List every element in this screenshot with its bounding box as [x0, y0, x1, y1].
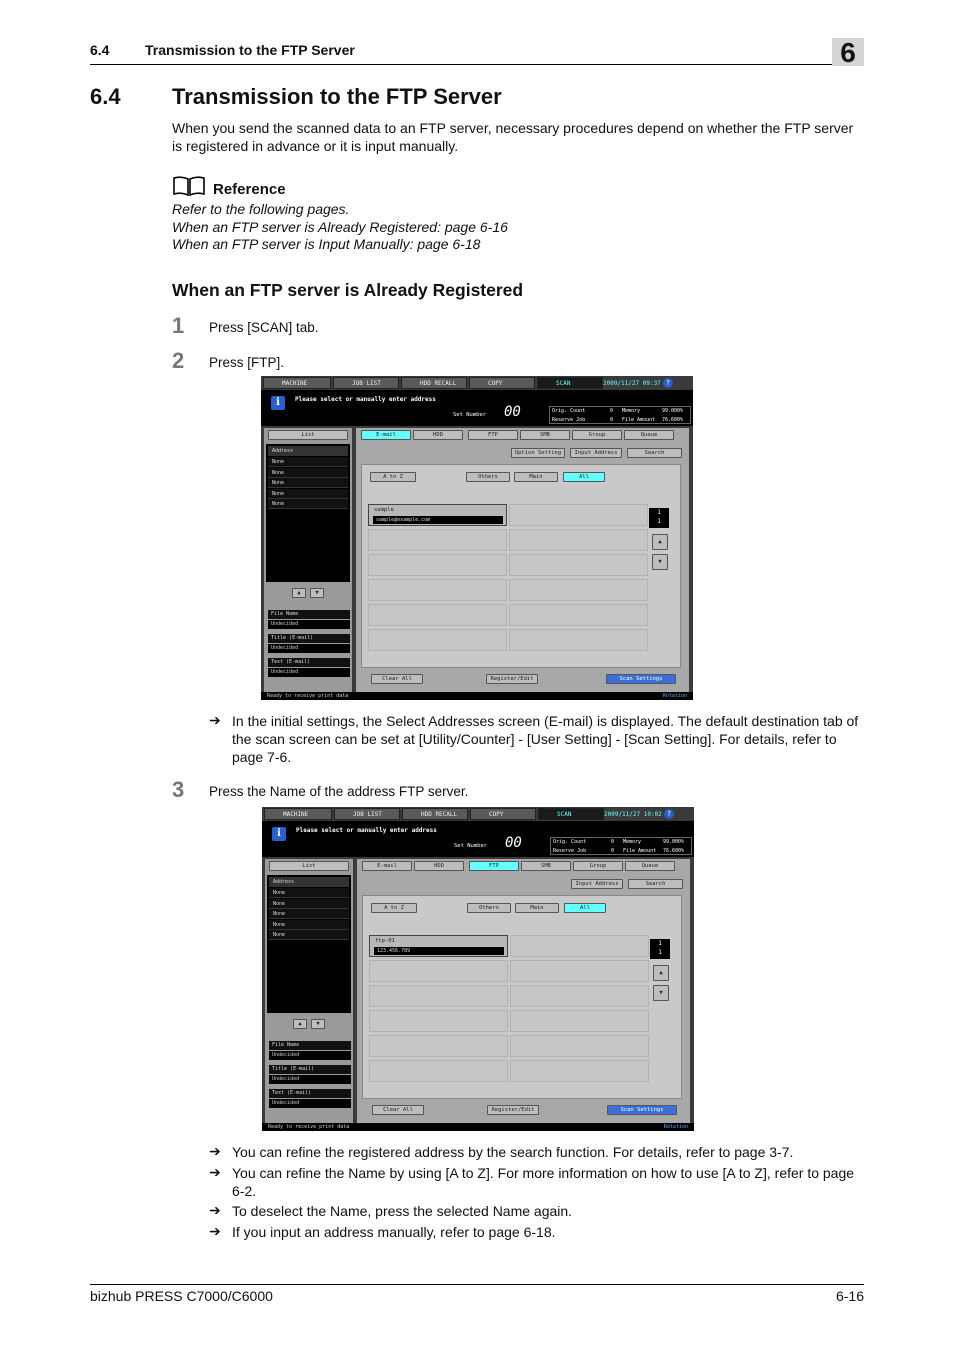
message-text: Please select or manually enter address	[296, 827, 437, 834]
dest-tab-2[interactable]: FTP	[469, 861, 519, 871]
reserve-job-value: 0	[610, 417, 614, 423]
scroll-up-button[interactable]: ▲	[292, 588, 306, 598]
list-button[interactable]: List	[268, 430, 348, 440]
orig-count-label: Orig. Count	[553, 839, 587, 845]
option-setting-button[interactable]: Option Setting	[511, 448, 565, 458]
file-amount-value: 76.600%	[663, 848, 685, 854]
bullet-text: If you input an address manually, refer to page 6-18.	[232, 1224, 556, 1240]
message-bar	[262, 821, 694, 857]
tab-0[interactable]: MACHINE	[263, 377, 331, 389]
rotation-indicator: Rotation	[663, 1124, 688, 1130]
list-item[interactable]: None	[268, 457, 348, 467]
input-address-button[interactable]: Input Address	[571, 879, 623, 889]
orig-count-label: Orig. Count	[552, 408, 586, 414]
address-cell[interactable]	[509, 529, 648, 551]
memory-value: 99.000%	[663, 839, 685, 845]
address-cell[interactable]	[510, 1060, 649, 1082]
list-item[interactable]: None	[269, 888, 349, 898]
heading-number: 6.4	[90, 84, 121, 109]
tab-4[interactable]: SCAN	[537, 377, 603, 389]
page-up-button[interactable]: ▲	[652, 534, 668, 550]
set-number-value: 00	[504, 404, 521, 420]
destination-panel	[357, 859, 690, 1123]
set-number-label: Set Number	[454, 843, 488, 849]
dest-tab-5[interactable]: Queue	[624, 430, 674, 440]
dest-tab-2[interactable]: FTP	[468, 430, 518, 440]
message-bar	[261, 390, 693, 426]
address-entry[interactable]: ftp-01 123.456.789	[369, 935, 508, 957]
step-text: Press [FTP].	[209, 355, 285, 370]
tab-1[interactable]: JOB LIST	[334, 808, 400, 820]
address-cell[interactable]	[368, 529, 507, 551]
address-cell[interactable]	[369, 1035, 508, 1057]
tab-1[interactable]: JOB LIST	[333, 377, 399, 389]
step-text: Press [SCAN] tab.	[209, 320, 319, 335]
dest-tab-4[interactable]: Group	[572, 430, 622, 440]
list-item[interactable]: None	[269, 930, 349, 940]
address-cell[interactable]	[509, 579, 648, 601]
page-down-button[interactable]: ▼	[653, 985, 669, 1001]
set-number-value: 00	[505, 835, 522, 851]
list-item[interactable]: None	[269, 899, 349, 909]
dest-tab-1[interactable]: HDD	[414, 861, 464, 871]
address-cell[interactable]	[509, 604, 648, 626]
list-item[interactable]: None	[268, 489, 348, 499]
address-list-panel	[264, 428, 352, 692]
text-email-label[interactable]: Text (E-mail)	[269, 1089, 351, 1098]
title-email-label[interactable]: Title (E-mail)	[269, 1065, 351, 1074]
step-number: 1	[172, 313, 185, 338]
memory-value: 99.000%	[662, 408, 684, 414]
address-cell[interactable]	[509, 504, 648, 526]
address-label: Address	[269, 877, 349, 887]
help-icon[interactable]: ?	[664, 809, 674, 819]
tab-2[interactable]: HDD RECALL	[402, 808, 468, 820]
clear-all-button[interactable]: Clear All	[372, 1105, 424, 1115]
register-edit-button[interactable]: Register/Edit	[486, 674, 538, 684]
step-text: Press the Name of the address FTP server.	[209, 784, 469, 799]
text-email-value: Undecided	[268, 668, 350, 677]
reference-title: Reference	[213, 181, 286, 198]
list-item[interactable]: None	[268, 478, 348, 488]
page-down-button[interactable]: ▼	[652, 554, 668, 570]
address-list-panel	[265, 859, 353, 1123]
list-item[interactable]: None	[269, 909, 349, 919]
file-name-value: Undecided	[269, 1051, 351, 1060]
register-edit-button[interactable]: Register/Edit	[487, 1105, 539, 1115]
reserve-job-label: Reserve Job	[553, 848, 587, 854]
page-up-button[interactable]: ▲	[653, 965, 669, 981]
scroll-down-button[interactable]: ▼	[311, 1019, 325, 1029]
note-paragraph: In the initial settings, the Select Addresses screen (E-mail) is displayed. The default destination tab of the scan screen can be set at [Utility/Counter] - [User Setting] - [Scan Setting]. For details, refer to page 7-6.	[232, 713, 859, 765]
help-icon[interactable]: ?	[663, 378, 673, 388]
filter-main[interactable]: Main	[514, 472, 558, 482]
address-cell[interactable]	[509, 629, 648, 651]
orig-count-value: 0	[610, 408, 614, 414]
heading-title: Transmission to the FTP Server	[172, 84, 502, 109]
dest-tab-3[interactable]: SMB	[521, 861, 571, 871]
file-name-label[interactable]: File Name	[268, 610, 350, 619]
clear-all-button[interactable]: Clear All	[371, 674, 423, 684]
title-email-value: Undecided	[269, 1075, 351, 1084]
memory-label: Memory	[622, 408, 641, 414]
file-amount-label: File Amount	[622, 417, 656, 423]
scan-settings-button[interactable]: Scan Settings	[607, 1105, 677, 1115]
input-address-button[interactable]: Input Address	[570, 448, 622, 458]
header-section-title: Transmission to the FTP Server	[145, 42, 355, 58]
set-number-label: Set Number	[453, 412, 487, 418]
list-item[interactable]: None	[268, 499, 348, 509]
step-number: 2	[172, 348, 185, 373]
scan-screen-email	[261, 376, 693, 700]
dest-tab-0[interactable]: E-mail	[361, 430, 411, 440]
reference-line: Refer to the following pages.	[172, 201, 350, 217]
search-button[interactable]: Search	[627, 448, 682, 458]
filter-all[interactable]: All	[564, 903, 606, 913]
address-cell[interactable]	[369, 1060, 508, 1082]
filter-a-to-z[interactable]: A to Z	[370, 472, 416, 482]
address-cell[interactable]	[510, 935, 649, 957]
address-cell[interactable]	[368, 629, 507, 651]
scan-screen-ftp	[262, 807, 694, 1131]
filter-others[interactable]: Others	[467, 903, 511, 913]
scroll-up-button[interactable]: ▲	[293, 1019, 307, 1029]
scan-settings-button[interactable]: Scan Settings	[606, 674, 676, 684]
file-amount-value: 76.600%	[662, 417, 684, 423]
status-bar: Ready to receive print data	[261, 692, 693, 700]
footer-product: bizhub PRESS C7000/C6000	[90, 1288, 273, 1304]
info-icon: i	[272, 827, 286, 841]
footer-rule	[90, 1284, 864, 1285]
page-indicator: 1 1	[650, 939, 670, 959]
reference-line[interactable]: When an FTP server is Already Registered: page 6-16	[172, 219, 508, 235]
text-email-label[interactable]: Text (E-mail)	[268, 658, 350, 667]
arrow-icon: ➔	[209, 712, 221, 728]
status-bar: Ready to receive print data	[262, 1123, 694, 1131]
address-cell[interactable]	[368, 554, 507, 576]
dest-tab-1[interactable]: HDD	[413, 430, 463, 440]
list-item[interactable]: None	[268, 468, 348, 478]
title-email-value: Undecided	[268, 644, 350, 653]
datetime: 2009/11/27 10:02	[604, 811, 662, 818]
destination-panel	[356, 428, 689, 692]
filter-a-to-z[interactable]: A to Z	[371, 903, 417, 913]
footer-page-number: 6-16	[835, 1288, 864, 1304]
dest-tab-0[interactable]: E-mail	[362, 861, 412, 871]
filter-others[interactable]: Others	[466, 472, 510, 482]
title-email-label[interactable]: Title (E-mail)	[268, 634, 350, 643]
address-cell[interactable]	[369, 1010, 508, 1032]
arrow-icon: ➔	[209, 1223, 221, 1239]
list-button[interactable]: List	[269, 861, 349, 871]
rotation-indicator: Rotation	[662, 693, 687, 699]
text-email-value: Undecided	[269, 1099, 351, 1108]
list-item[interactable]: None	[269, 920, 349, 930]
step-number: 3	[172, 777, 185, 802]
address-cell[interactable]	[510, 1035, 649, 1057]
address-cell[interactable]	[510, 1010, 649, 1032]
bullet-text: You can refine the Name by using [A to Z]. For more information on how to use [A to Z], refer to page 6-2.	[232, 1165, 855, 1199]
memory-label: Memory	[623, 839, 642, 845]
address-cell[interactable]	[369, 985, 508, 1007]
tab-4[interactable]: SCAN	[538, 808, 604, 820]
scroll-down-button[interactable]: ▼	[310, 588, 324, 598]
arrow-icon: ➔	[209, 1164, 221, 1180]
message-text: Please select or manually enter address	[295, 396, 436, 403]
bullet-text: You can refine the registered address by the search function. For details, refer to page 3-7.	[232, 1144, 794, 1160]
book-icon	[172, 176, 206, 196]
header-rule	[90, 64, 864, 65]
bullet-text: To deselect the Name, press the selected Name again.	[232, 1203, 573, 1219]
reserve-job-label: Reserve Job	[552, 417, 586, 423]
dest-tab-3[interactable]: SMB	[520, 430, 570, 440]
address-entry[interactable]: sample sample@example.com	[368, 504, 507, 526]
address-label: Address	[268, 446, 348, 456]
address-cell[interactable]	[510, 985, 649, 1007]
datetime: 2009/11/27 09:37	[603, 380, 661, 387]
tab-3[interactable]: COPY	[469, 377, 535, 389]
intro-paragraph: When you send the scanned data to an FTP server, necessary procedures depend on whether the FTP server is registered in advance or it is input manually.	[172, 120, 854, 154]
filter-main[interactable]: Main	[515, 903, 559, 913]
file-name-label[interactable]: File Name	[269, 1041, 351, 1050]
orig-count-value: 0	[611, 839, 615, 845]
address-cell[interactable]	[368, 604, 507, 626]
info-icon: i	[271, 396, 285, 410]
chapter-badge: 6	[832, 38, 864, 66]
dest-tab-4[interactable]: Group	[573, 861, 623, 871]
tab-3[interactable]: COPY	[470, 808, 536, 820]
header-section-number: 6.4	[90, 42, 110, 58]
subheading: When an FTP server is Already Registered	[172, 280, 524, 300]
search-button[interactable]: Search	[628, 879, 683, 889]
address-cell[interactable]	[369, 960, 508, 982]
file-amount-label: File Amount	[623, 848, 657, 854]
filter-all[interactable]: All	[563, 472, 605, 482]
page-indicator: 1 1	[649, 508, 669, 528]
tab-2[interactable]: HDD RECALL	[401, 377, 467, 389]
address-cell[interactable]	[510, 960, 649, 982]
tab-0[interactable]: MACHINE	[264, 808, 332, 820]
reference-line[interactable]: When an FTP server is Input Manually: page 6-18	[172, 236, 481, 252]
address-cell[interactable]	[368, 579, 507, 601]
dest-tab-5[interactable]: Queue	[625, 861, 675, 871]
address-cell[interactable]	[509, 554, 648, 576]
file-name-value: Undecided	[268, 620, 350, 629]
reserve-job-value: 0	[611, 848, 615, 854]
arrow-icon: ➔	[209, 1143, 221, 1159]
arrow-icon: ➔	[209, 1202, 221, 1218]
